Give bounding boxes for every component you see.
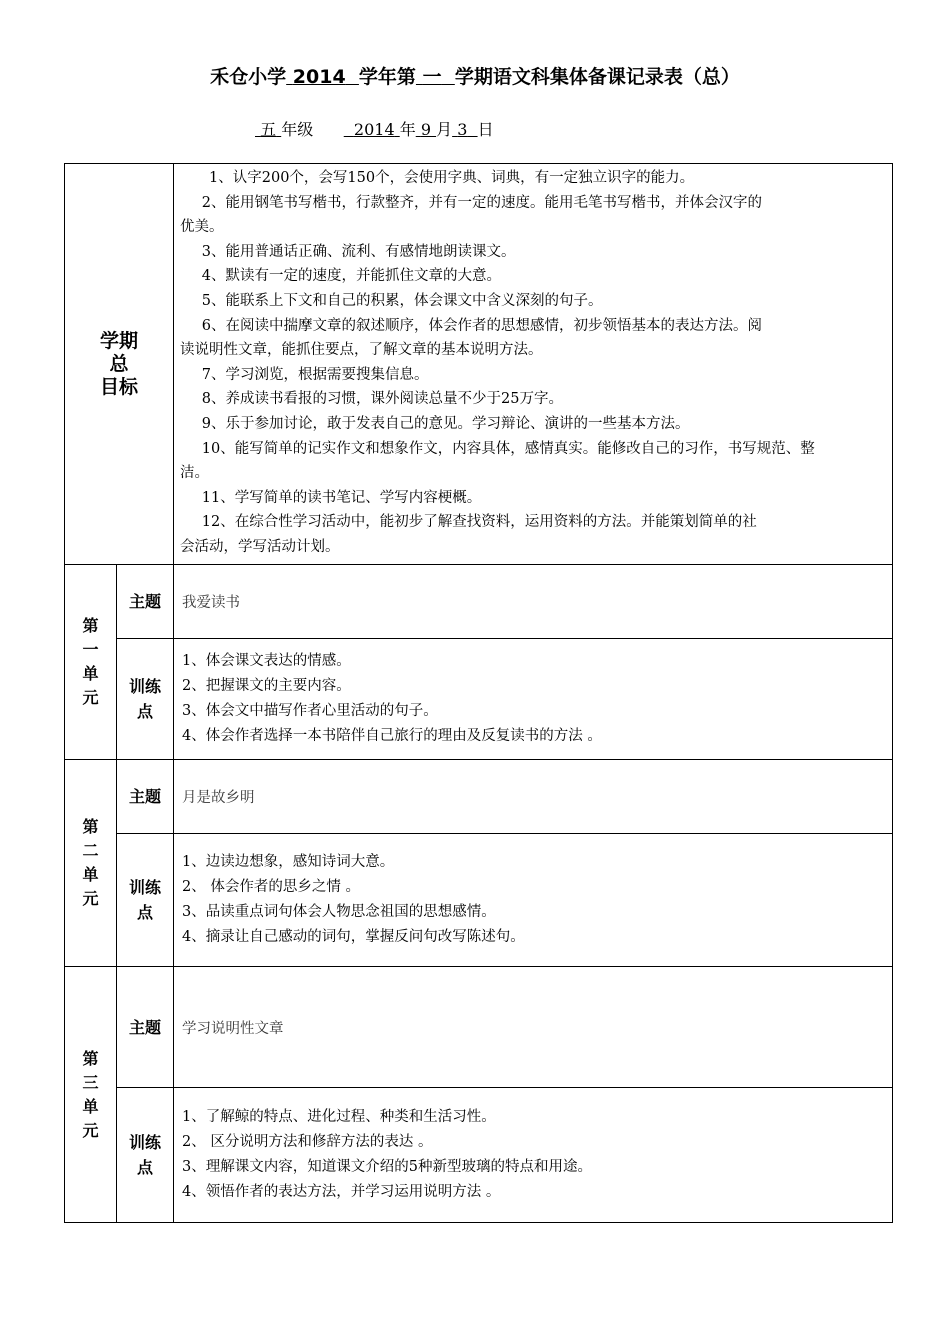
unit-2-theme: 月是故乡明: [174, 760, 893, 834]
list-item: 4、领悟作者的表达方法，并学习运用说明方法 。: [182, 1184, 501, 1200]
goals-content: [174, 164, 893, 565]
unit-3-label: 第 三 单 元: [65, 967, 117, 1223]
title-year: 2014: [292, 66, 346, 88]
theme-label: 主题: [117, 760, 174, 834]
title-term: 一: [422, 66, 442, 88]
goal-item: 4、默读有一定的速度，并能抓住文章的大意。: [201, 268, 501, 285]
goal-item: 11、学写简单的读书笔记、学写内容梗概。: [201, 489, 482, 506]
list-item: 1、边读边想象，感知诗词大意。: [182, 854, 395, 870]
list-item: 1、体会课文表达的情感。: [182, 653, 351, 669]
theme-label: 主题: [117, 967, 174, 1088]
points-label: 训练 点: [117, 834, 174, 967]
lesson-plan-table: [64, 163, 893, 1223]
list-item: 4、体会作者选择一本书陪伴自己旅行的理由及反复读书的方法 。: [182, 728, 602, 744]
goal-item: 8、养成读书看报的习惯，课外阅读总量不少于25万字。: [201, 391, 563, 408]
list-item: 2、 区分说明方法和修辞方法的表达 。: [182, 1134, 433, 1150]
day-value: 3: [457, 120, 468, 139]
list-item: 3、体会文中描写作者心里活动的句子。: [182, 703, 438, 719]
goal-item: 10、能写简单的记实作文和想象作文，内容具体，感情真实。能修改自己的习作，书写规范、整: [201, 440, 815, 457]
goal-item: 2、能用钢笔书写楷书，行款整齐，并有一定的速度。能用毛笔书写楷书，并体会汉字的: [201, 194, 762, 211]
goal-item: 读说明性文章，能抓住要点，了解文章的基本说明方法。: [180, 342, 543, 359]
goal-item: 9、乐于参加讨论，敢于发表自己的意见。学习辩论、演讲的一些基本方法。: [201, 415, 690, 432]
unit-2-points-row: [65, 834, 893, 967]
theme-label: 主题: [117, 565, 174, 639]
list-item: 1、了解鲸的特点、进化过程、种类和生活习性。: [182, 1109, 496, 1125]
goal-item: 7、学习浏览，根据需要搜集信息。: [201, 366, 429, 383]
unit-3-theme-row: [65, 967, 893, 1088]
date-line: 五 年级 2014 年 9 月 3 日: [260, 120, 494, 139]
goal-item: 12、在综合性学习活动中，能初步了解查找资料，运用资料的方法。并能策划简单的社: [201, 514, 757, 531]
unit-1-theme: 我爱读书: [174, 565, 893, 639]
grade-value: 五: [260, 120, 277, 139]
unit-2-theme-row: [65, 760, 893, 834]
goal-item: 3、能用普通话正确、流利、有感情地朗读课文。: [201, 243, 516, 260]
points-label: 训练 点: [117, 1088, 174, 1223]
goal-item: 6、在阅读中揣摩文章的叙述顺序，体会作者的思想感情，初步领悟基本的表达方法。阅: [201, 317, 762, 334]
list-item: 2、 体会作者的思乡之情 。: [182, 879, 360, 895]
list-item: 4、摘录让自己感动的词句，掌握反问句改写陈述句。: [182, 929, 525, 945]
unit-3-theme: 学习说明性文章: [174, 967, 893, 1088]
page-title: 禾仓小学 2014 学年第 一 学期语文科集体备课记录表（总）: [210, 66, 740, 88]
year-value: 2014: [353, 120, 395, 139]
goal-item: 1、认字200个，会写150个，会使用字典、词典，有一定独立识字的能力。: [209, 170, 695, 186]
unit-3-points: [174, 1088, 893, 1223]
goal-item: 会活动，学写活动计划。: [180, 538, 340, 555]
unit-1-points-row: [65, 639, 893, 760]
goal-item: 洁。: [180, 465, 210, 482]
list-item: 2、把握课文的主要内容。: [182, 678, 351, 694]
list-item: 3、理解课文内容，知道课文介绍的5种新型玻璃的特点和用途。: [182, 1159, 592, 1175]
goals-row: [65, 164, 893, 565]
points-label: 训练 点: [117, 639, 174, 760]
unit-3-points-row: [65, 1088, 893, 1223]
goals-label: 学期 总 目标: [65, 164, 174, 565]
unit-1-theme-row: [65, 565, 893, 639]
goal-item: 5、能联系上下文和自己的积累，体会课文中含义深刻的句子。: [201, 292, 603, 309]
unit-1-label: 第 一 单 元: [65, 565, 117, 760]
goal-item: 优美。: [180, 219, 224, 236]
month-value: 9: [420, 120, 432, 139]
unit-2-points: [174, 834, 893, 967]
list-item: 3、品读重点词句体会人物思念祖国的思想感情。: [182, 904, 496, 920]
unit-1-points: [174, 639, 893, 760]
unit-2-label: 第 二 单 元: [65, 760, 117, 967]
